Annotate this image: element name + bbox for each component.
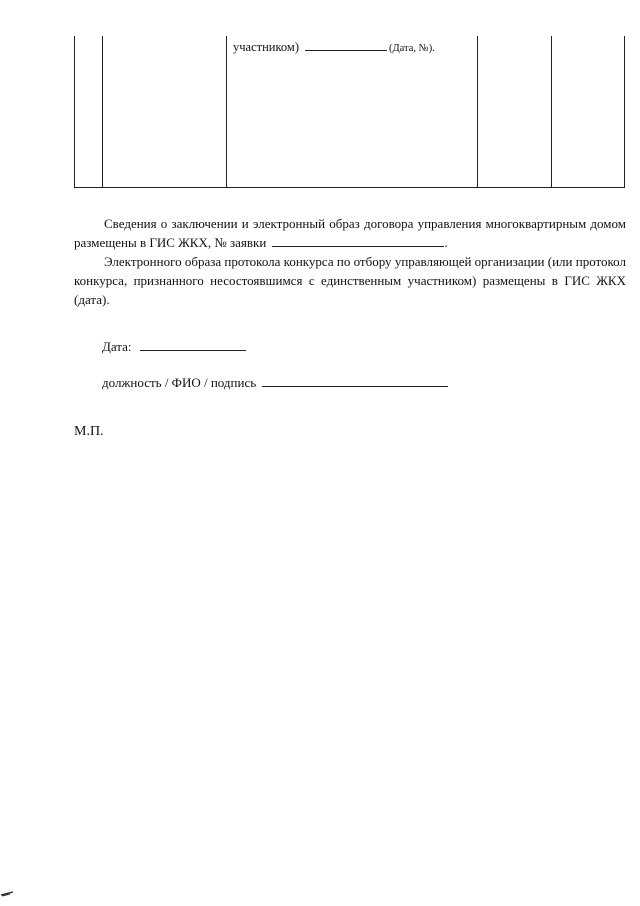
table-column-divider	[551, 36, 552, 187]
paragraph-protocol-info	[74, 252, 626, 309]
cell-text-before: участником)	[233, 40, 299, 54]
blank-line	[305, 40, 387, 51]
table-cell-text	[233, 40, 435, 55]
table-fragment	[74, 36, 625, 188]
paragraph-text: Электронного образа протокола конкурса по отбору управляющей организации (или протокол конкурса, признанного несостоявшимся с единственным участником) размещены в ГИС ЖКХ (дата).	[74, 254, 626, 307]
signature-row	[102, 374, 448, 391]
date-row	[102, 338, 246, 355]
table-column-divider	[226, 36, 227, 187]
cell-text-after: (Дата, №).	[389, 43, 435, 54]
paragraph-text: Сведения о заключении и электронный образ договора управления многоквартирным домом размещены в ГИС ЖКХ, № заявки	[74, 216, 626, 250]
table-column-divider	[477, 36, 478, 187]
date-label: Дата:	[102, 339, 132, 354]
stamp-place-label: М.П.	[74, 424, 104, 439]
paragraph-contract-info	[74, 214, 626, 252]
signature-blank-line	[262, 374, 448, 387]
signature-label: должность / ФИО / подпись	[102, 375, 257, 390]
date-blank-line	[140, 338, 246, 351]
scan-artifact-mark	[0, 891, 14, 897]
paragraph-end: .	[444, 235, 448, 250]
table-column-divider	[102, 36, 103, 187]
blank-line	[272, 234, 444, 247]
